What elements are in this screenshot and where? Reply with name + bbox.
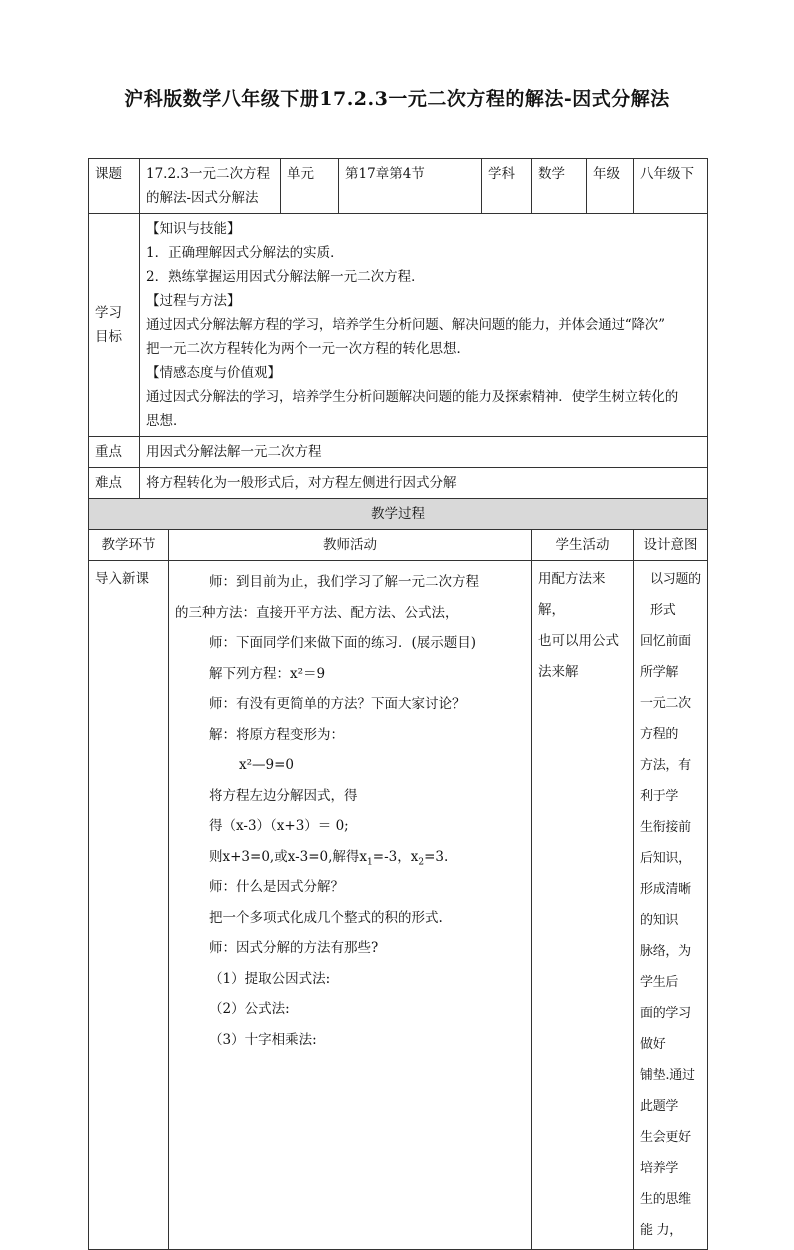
unit-value: 第17章第4节: [339, 159, 482, 214]
goals-line: 1．正确理解因式分解法的实质．: [146, 245, 344, 261]
goals-line: 通过因式分解法的学习，培养学生分析问题解决问题的能力及探索精神．使学生树立转化的: [146, 389, 678, 405]
goals-line: 思想．: [146, 413, 187, 429]
design-intent: 以习题的形式 回忆前面所学解 一元二次方程的 方法，有利于学 生衔接前后知识， 形成清晰的知识 脉络，为学生后 面的学习 做好 铺垫.通过此题学 生会更好培养学 生的思维能 力，: [634, 561, 708, 1250]
goals-label: 学习 目标: [89, 214, 140, 437]
header-student: 学生活动: [532, 530, 634, 561]
goals-row: [89, 214, 708, 437]
key-point-value: 用因式分解法解一元二次方程: [140, 437, 708, 468]
info-row: [89, 159, 708, 214]
student-activity: 用配方法来解， 也可以用公式 法来解: [532, 561, 634, 1250]
lesson-plan-table: [88, 158, 708, 1250]
difficulty-row: [89, 468, 708, 499]
topic-label: 课题: [89, 159, 140, 214]
subject-label: 学科: [482, 159, 532, 214]
process-body-row: [89, 561, 708, 1250]
goals-line: 把一元二次方程转化为两个一元一次方程的转化思想．: [146, 341, 470, 357]
stage-cell: 导入新课: [89, 561, 169, 1250]
key-point-row: [89, 437, 708, 468]
difficulty-label: 难点: [89, 468, 140, 499]
goals-content: [140, 214, 708, 437]
goals-heading-process: 【过程与方法】: [146, 293, 241, 309]
goals-line: 2．熟练掌握运用因式分解法解一元二次方程．: [146, 269, 425, 285]
unit-label: 单元: [281, 159, 339, 214]
goals-heading-knowledge: 【知识与技能】: [146, 221, 241, 237]
header-stage: 教学环节: [89, 530, 169, 561]
process-section-title: 教学过程: [89, 499, 708, 530]
document-title: 沪科版数学八年级下册17.2.3一元二次方程的解法-因式分解法: [124, 88, 670, 110]
key-point-label: 重点: [89, 437, 140, 468]
goals-heading-attitude: 【情感态度与价值观】: [146, 365, 281, 381]
subject-value: 数学: [532, 159, 587, 214]
grade-label: 年级: [587, 159, 634, 214]
goals-line: 通过因式分解法解方程的学习，培养学生分析问题、解决问题的能力，并体会通过“降次”: [146, 317, 665, 333]
solution-line: 则x+3=0,或x-3=0,解得$x_1=-3$，$x_2=3$.: [209, 848, 449, 868]
teacher-activity: 师：到目前为止，我们学习了解一元二次方程 的三种方法：直接开平方法、配方法、公式法， 师：下面同学们来做下面的练习．(展示题目) 解下列方程：x²＝9 师：有没有更简单的方法？下面大家讨论？ 解：将原方程变形为： x²—9=0 将方程左边分解因式，得 得（x-3）（x+3）＝ 0; 则x+3=0,或x-3=0,解得$x_1=-3$，$x_2=3$. 师：什么是因式分解？ 把一个多项式化成几个整式的积的形式. 师：因式分解的方法有那些? （1）提取公因式法: （2）公式法: （3）十字相乘法:: [169, 561, 532, 1250]
difficulty-value: 将方程转化为一般形式后，对方程左侧进行因式分解: [140, 468, 708, 499]
header-teacher: 教师活动: [169, 530, 532, 561]
header-design: 设计意图: [634, 530, 708, 561]
grade-value: 八年级下: [634, 159, 708, 214]
topic-value: 17.2.3一元二次方程的解法-因式分解法: [140, 159, 281, 214]
process-header-row: [89, 530, 708, 561]
process-title-row: [89, 499, 708, 530]
